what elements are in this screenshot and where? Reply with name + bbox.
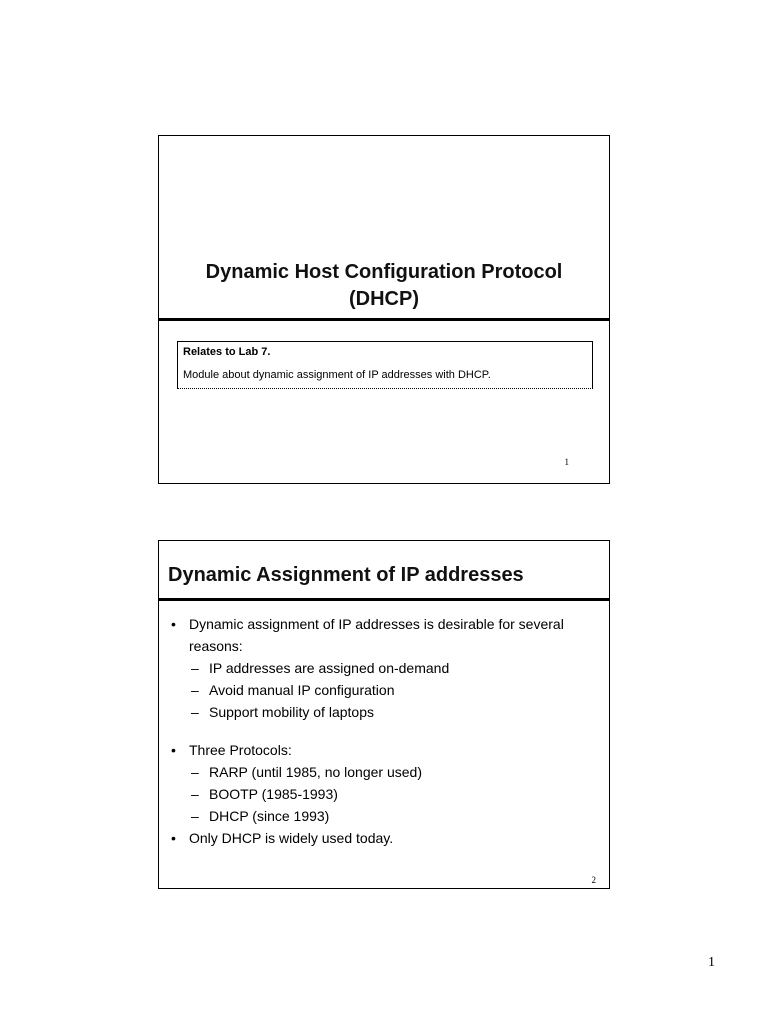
page-number: 1	[708, 955, 715, 970]
sub-bullet-item: – IP addresses are assigned on-demand	[169, 657, 599, 679]
sub-bullet-item: – DHCP (since 1993)	[169, 805, 599, 827]
slide-2-title: Dynamic Assignment of IP addresses	[168, 564, 524, 586]
title-line-2: (DHCP)	[349, 288, 419, 310]
sub-bullet-item: – BOOTP (1985-1993)	[169, 783, 599, 805]
sub-bullet-item: – RARP (until 1985, no longer used)	[169, 761, 599, 783]
title-line-1: Dynamic Host Configuration Protocol	[205, 261, 563, 283]
title-divider	[159, 598, 609, 601]
title-divider	[159, 318, 609, 321]
slide-1-title	[159, 259, 609, 313]
bullet-item: • Only DHCP is widely used today.	[169, 827, 599, 849]
bullet-item: • Dynamic assignment of IP addresses is desirable for several reasons:	[169, 613, 599, 657]
sub-bullet-item: – Avoid manual IP configuration	[169, 679, 599, 701]
slide-2-content	[169, 613, 599, 849]
bullet-item: • Three Protocols:	[169, 739, 599, 761]
slide-1	[158, 135, 610, 484]
slide-2	[158, 540, 610, 889]
slide-number: 2	[591, 875, 596, 885]
note-box	[177, 341, 593, 389]
sub-bullet-item: – Support mobility of laptops	[169, 701, 599, 723]
slide-number: 1	[564, 457, 569, 467]
note-body: Module about dynamic assignment of IP addresses with DHCP.	[183, 369, 491, 381]
note-title: Relates to Lab 7.	[183, 346, 271, 358]
